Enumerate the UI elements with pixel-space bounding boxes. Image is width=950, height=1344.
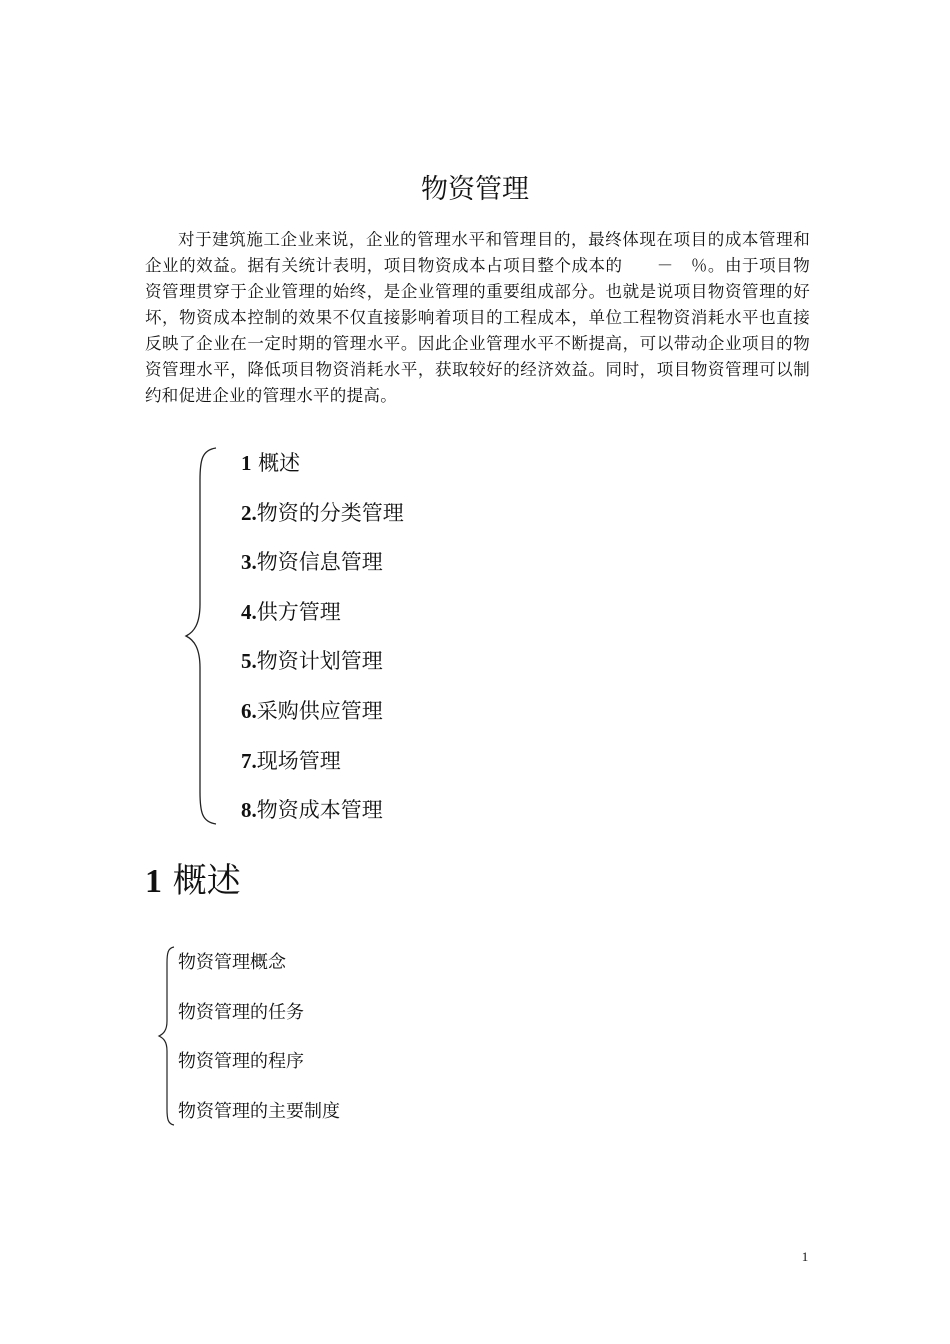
section-item: 物资管理的程序 (178, 1051, 304, 1072)
intro-paragraph: 对于建筑施工企业来说，企业的管理水平和管理目的，最终体现在项目的成本管理和企业的效益。据有关统计表明，项目物资成本占项目整个成本的 － ％。由于项目物资管理贯穿于企业管理的始终，是企业管理的重要组成部分。也就是说项目物资管理的好坏，物资成本控制的效果不仅直接影响着项目的工程成本，单位工程物资消耗水平也直接反映了企业在一定时期的管理水平。因此企业管理水平不断提高，可以带动企业项目的物资管理水平，降低项目物资消耗水平，获取较好的经济效益。同时，项目物资管理可以制约和促进企业的管理水平的提高。 (145, 230, 810, 405)
section-item: 物资管理的任务 (178, 1001, 304, 1023)
toc-item[interactable] (241, 694, 404, 744)
section-brace (156, 945, 178, 1127)
toc-item-label: 采购供应管理 (256, 698, 383, 723)
toc-item[interactable] (241, 793, 404, 843)
toc-item-label: 物资信息管理 (256, 550, 383, 575)
section-heading-number: 1 (145, 863, 162, 900)
toc-item[interactable] (241, 545, 404, 595)
toc-item[interactable] (241, 744, 404, 794)
toc-item-number: 7. (241, 748, 257, 773)
section-item: 物资管理的主要制度 (178, 1100, 340, 1122)
toc-item-label: 物资计划管理 (256, 649, 383, 674)
toc-item[interactable] (241, 595, 404, 645)
toc-item-number: 2. (241, 500, 257, 525)
toc-item-label: 现场管理 (256, 748, 341, 773)
toc-item[interactable] (241, 496, 404, 546)
section-item: 物资管理概念 (178, 952, 286, 973)
toc-item-label: 概述 (251, 451, 301, 475)
page-title: 物资管理 (421, 174, 529, 205)
toc-item-number: 3. (241, 550, 257, 575)
section-item-list (178, 946, 340, 1144)
toc-list (241, 446, 404, 843)
toc-item[interactable] (241, 446, 404, 496)
toc-item-label: 物资成本管理 (256, 798, 383, 823)
intro-paragraph-block (145, 227, 810, 409)
section-heading (145, 858, 241, 905)
toc-item-label: 供方管理 (256, 599, 341, 624)
toc-item-label: 物资的分类管理 (256, 500, 404, 525)
toc-item-number: 1 (241, 451, 252, 475)
toc-brace (180, 446, 220, 826)
page-number: 1 (801, 1249, 809, 1264)
toc-item-number: 8. (241, 798, 257, 823)
toc-item-number: 4. (241, 599, 257, 624)
toc-item[interactable] (241, 644, 404, 694)
section-heading-title: 概述 (162, 861, 241, 901)
toc-item-number: 6. (241, 698, 257, 723)
toc-item-number: 5. (241, 649, 257, 674)
